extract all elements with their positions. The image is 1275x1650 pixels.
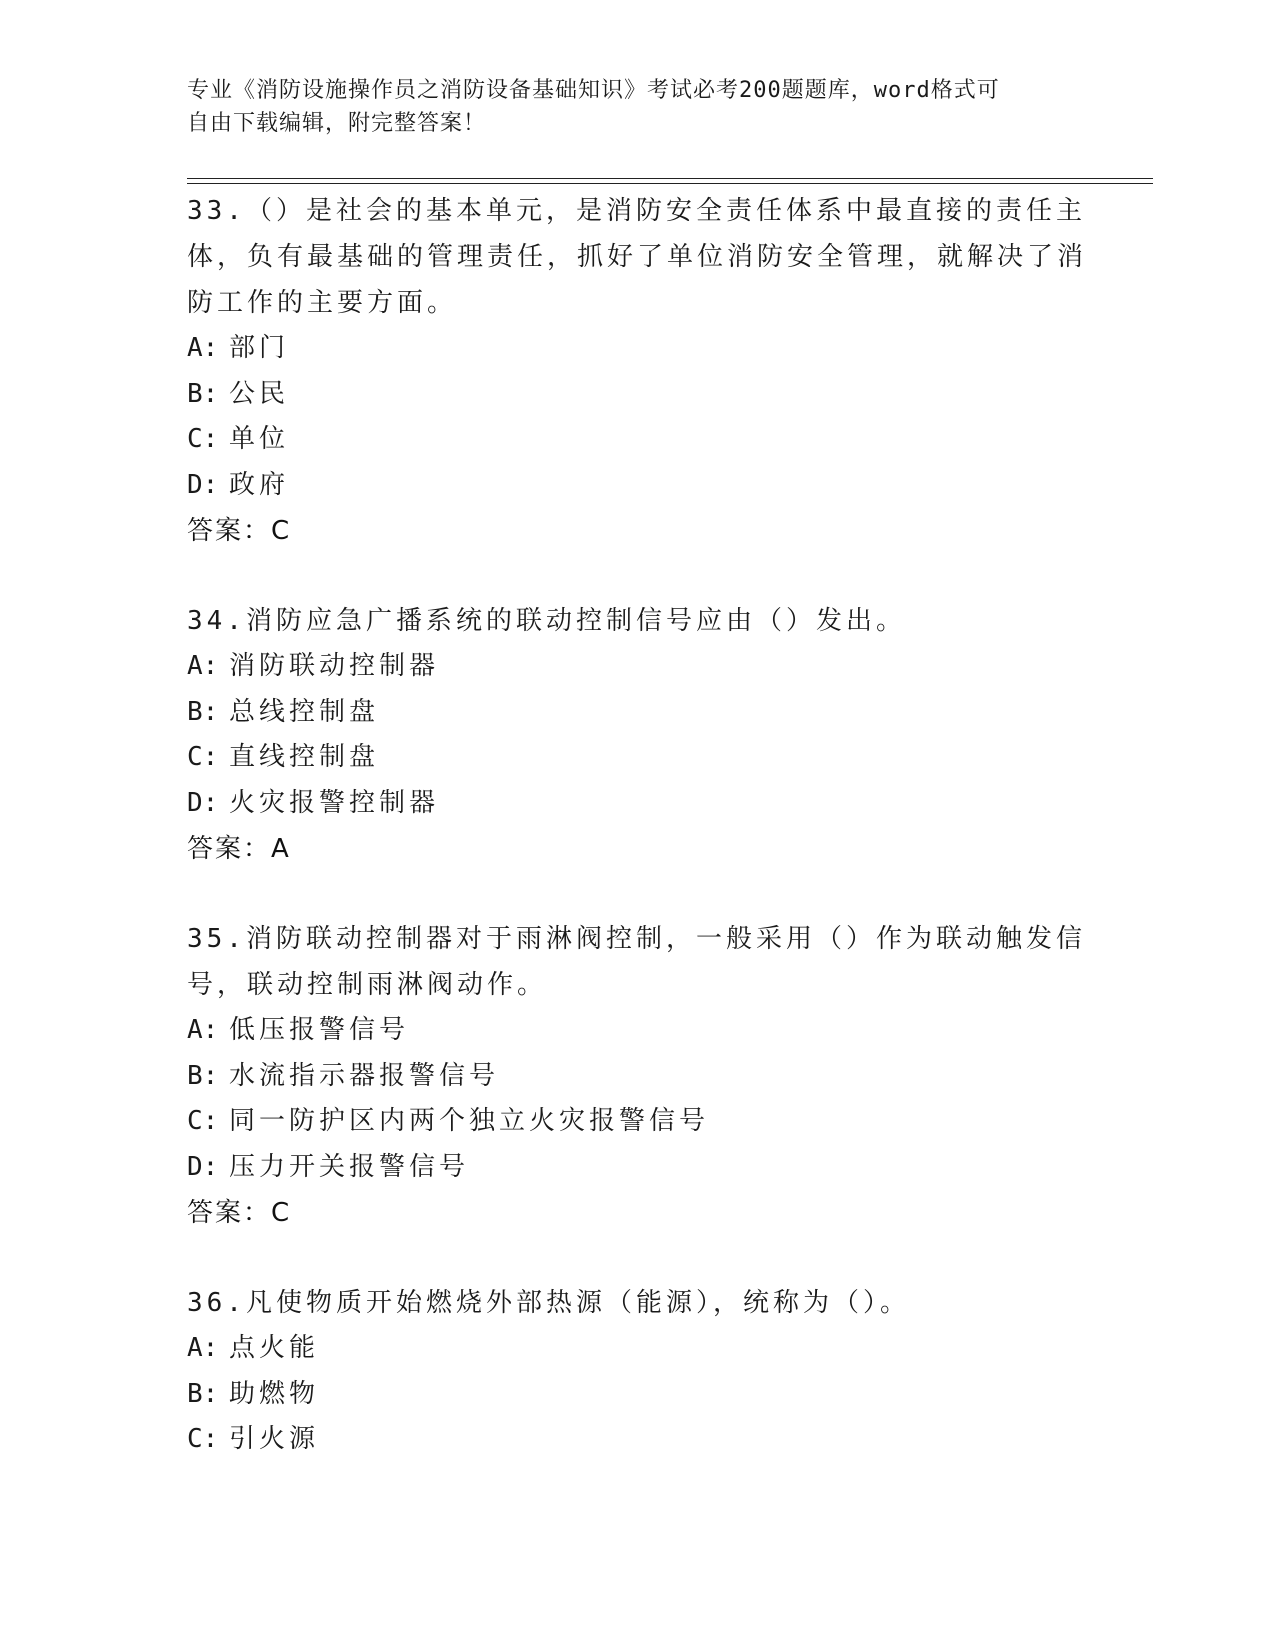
option-b [187,1372,1087,1418]
option-text: 总线控制盘 [229,696,380,727]
option-text: 压力开关报警信号 [229,1151,470,1182]
question-stem: 35.消防联动控制器对于雨淋阀控制，一般采用（）作为联动触发信号，联动控制雨淋阀动作。 [187,924,1086,1000]
option-text: 单位 [229,424,290,454]
option-key: B: [187,378,219,409]
question-33 [187,188,1087,554]
option-a [187,644,1087,690]
answer-label: 答案：C [187,516,292,546]
option-c [187,1417,1087,1463]
option-key: D: [187,1151,219,1182]
option-text: 水流指示器报警信号 [229,1060,500,1091]
question-36 [187,1280,1087,1463]
option-a [187,326,1087,372]
header-line-1: 专业《消防设施操作员之消防设备基础知识》考试必考200题题库，word格式可 [187,78,1000,103]
option-d [187,463,1087,509]
option-text: 点火能 [229,1333,320,1363]
option-key: C: [187,1424,219,1454]
option-text: 政府 [229,469,290,500]
option-text: 火灾报警控制器 [229,787,440,818]
option-c [187,417,1087,463]
option-key: C: [187,742,219,772]
question-stem: 33.（）是社会的基本单元，是消防安全责任体系中最直接的责任主体，负有最基础的管理责任，抓好了单位消防安全管理，就解决了消防工作的主要方面。 [187,196,1088,318]
option-text: 低压报警信号 [229,1015,410,1045]
question-list [187,188,1087,1507]
option-d [187,1145,1087,1191]
option-c [187,735,1087,781]
option-b [187,1054,1087,1100]
option-text: 消防联动控制器 [229,651,440,681]
option-text: 同一防护区内两个独立火灾报警信号 [229,1106,710,1136]
option-a [187,1326,1087,1372]
option-a [187,1008,1087,1054]
option-key: A: [187,333,219,363]
header-divider-bottom [187,183,1153,184]
option-text: 引火源 [229,1424,320,1454]
option-c [187,1099,1087,1145]
header-divider-top [187,178,1153,179]
question-34 [187,598,1087,872]
option-key: A: [187,1015,219,1045]
option-d [187,781,1087,827]
option-key: B: [187,1060,219,1091]
option-key: D: [187,787,219,818]
option-key: A: [187,651,219,681]
document-header [187,74,1067,140]
option-key: C: [187,424,219,454]
question-stem: 36.凡使物质开始燃烧外部热源（能源），统称为（）。 [187,1288,910,1318]
answer-label: 答案：A [187,834,291,864]
question-stem: 34.消防应急广播系统的联动控制信号应由（）发出。 [187,606,906,636]
option-text: 部门 [229,333,290,363]
option-key: C: [187,1106,219,1136]
option-b [187,690,1087,736]
answer-label: 答案：C [187,1198,292,1228]
option-key: D: [187,469,219,500]
option-key: A: [187,1333,219,1363]
option-b [187,372,1087,418]
question-35 [187,916,1087,1236]
header-line-2: 自由下载编辑，附完整答案！ [187,111,487,136]
option-key: B: [187,696,219,727]
option-key: B: [187,1378,219,1409]
option-text: 公民 [229,378,290,409]
option-text: 助燃物 [229,1378,320,1409]
option-text: 直线控制盘 [229,742,380,772]
